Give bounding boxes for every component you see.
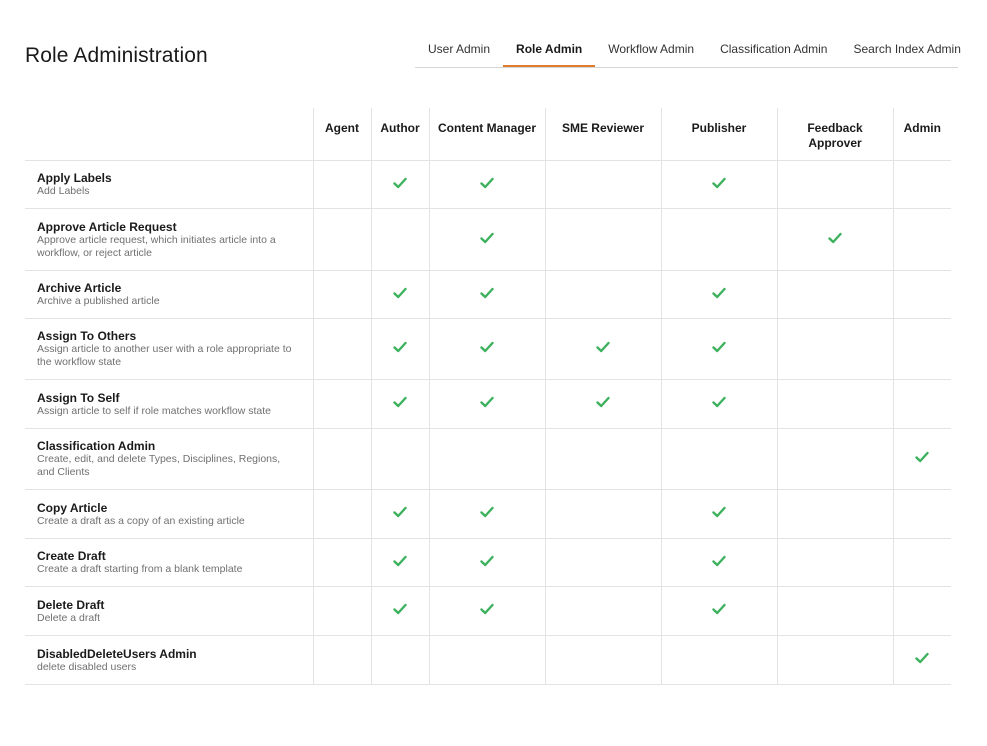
role-cell-agent[interactable] <box>313 539 371 587</box>
checkmark-icon <box>393 287 407 299</box>
role-cell-feedback-approver[interactable] <box>777 587 893 636</box>
role-cell-publisher[interactable] <box>661 319 777 380</box>
role-cell-admin[interactable] <box>893 587 951 636</box>
role-cell-publisher[interactable] <box>661 209 777 271</box>
checkmark-icon <box>915 652 929 664</box>
checkmark-icon <box>712 603 726 615</box>
role-cell-author[interactable] <box>371 209 429 271</box>
tab-workflow-admin[interactable]: Workflow Admin <box>608 42 695 56</box>
checkmark-icon <box>393 603 407 615</box>
permission-description: Delete a draft <box>37 611 101 624</box>
column-header-agent: Agent <box>313 108 371 161</box>
tab-search-index-admin[interactable]: Search Index Admin <box>853 42 961 56</box>
role-cell-content-manager[interactable] <box>429 429 545 490</box>
role-cell-content-manager[interactable] <box>429 319 545 380</box>
tab-classification-admin[interactable]: Classification Admin <box>720 42 828 56</box>
permission-cell <box>25 587 313 636</box>
role-cell-author[interactable] <box>371 429 429 490</box>
role-cell-feedback-approver[interactable] <box>777 380 893 429</box>
checkmark-icon <box>480 177 494 189</box>
checkmark-icon <box>596 396 610 408</box>
checkmark-icon <box>393 506 407 518</box>
header-row <box>25 108 951 161</box>
role-cell-author[interactable] <box>371 161 429 209</box>
checkmark-icon <box>712 287 726 299</box>
role-cell-feedback-approver[interactable] <box>777 539 893 587</box>
role-cell-content-manager[interactable] <box>429 209 545 271</box>
role-cell-feedback-approver[interactable] <box>777 161 893 209</box>
role-cell-agent[interactable] <box>313 271 371 319</box>
permission-name: Approve Article Request <box>37 219 177 234</box>
column-header-feedback-approver: Feedback Approver <box>777 108 893 161</box>
column-header-content-manager: Content Manager <box>429 108 545 161</box>
role-cell-publisher[interactable] <box>661 429 777 490</box>
checkmark-icon <box>480 603 494 615</box>
permission-cell <box>25 271 313 319</box>
permission-description: Approve article request, which initiates article into a workflow, or reject article <box>37 233 276 259</box>
checkmark-icon <box>596 341 610 353</box>
role-cell-agent[interactable] <box>313 380 371 429</box>
permission-name: Assign To Self <box>37 390 120 405</box>
role-cell-content-manager[interactable] <box>429 161 545 209</box>
role-cell-feedback-approver[interactable] <box>777 319 893 380</box>
role-cell-admin[interactable] <box>893 429 951 490</box>
tab-user-admin[interactable]: User Admin <box>428 42 491 56</box>
checkmark-icon <box>480 506 494 518</box>
role-cell-sme-reviewer[interactable] <box>545 271 661 319</box>
checkmark-icon <box>480 555 494 567</box>
checkmark-icon <box>712 555 726 567</box>
checkmark-icon <box>828 232 842 244</box>
role-cell-publisher[interactable] <box>661 490 777 539</box>
role-cell-author[interactable] <box>371 319 429 380</box>
tab-role-admin[interactable]: Role Admin <box>503 36 595 67</box>
table-row <box>25 380 951 429</box>
role-cell-content-manager[interactable] <box>429 539 545 587</box>
permission-cell <box>25 539 313 587</box>
checkmark-icon <box>480 396 494 408</box>
checkmark-icon <box>480 287 494 299</box>
role-cell-agent[interactable] <box>313 490 371 539</box>
role-cell-content-manager[interactable] <box>429 587 545 636</box>
role-permission-grid <box>25 108 951 685</box>
role-cell-content-manager[interactable] <box>429 636 545 685</box>
permission-cell <box>25 209 313 271</box>
page-title: Role Administration <box>25 44 208 67</box>
permission-description: Create, edit, and delete Types, Disciplines, Regions, and Clients <box>37 453 281 478</box>
permission-name: Copy Article <box>37 500 108 515</box>
role-cell-sme-reviewer[interactable] <box>545 587 661 636</box>
role-cell-sme-reviewer[interactable] <box>545 429 661 490</box>
permission-cell <box>25 380 313 429</box>
permission-name: Delete Draft <box>37 597 105 612</box>
role-cell-author[interactable] <box>371 380 429 429</box>
table-row <box>25 429 951 490</box>
table-row <box>25 490 951 539</box>
permission-cell <box>25 161 313 209</box>
checkmark-icon <box>712 341 726 353</box>
role-cell-author[interactable] <box>371 271 429 319</box>
role-cell-admin[interactable] <box>893 209 951 271</box>
admin-tabs <box>415 36 961 68</box>
checkmark-icon <box>915 451 929 463</box>
role-cell-admin[interactable] <box>893 319 951 380</box>
permissions-table <box>25 108 951 685</box>
role-cell-admin[interactable] <box>893 539 951 587</box>
permission-cell <box>25 636 313 685</box>
role-cell-feedback-approver[interactable] <box>777 271 893 319</box>
table-row <box>25 161 951 209</box>
permission-description: Create a draft starting from a blank template <box>37 563 243 575</box>
role-cell-publisher[interactable] <box>661 161 777 209</box>
role-cell-author[interactable] <box>371 539 429 587</box>
role-cell-sme-reviewer[interactable] <box>545 490 661 539</box>
role-cell-publisher[interactable] <box>661 636 777 685</box>
role-cell-sme-reviewer[interactable] <box>545 539 661 587</box>
permission-name: Create Draft <box>37 549 106 563</box>
permission-name: DisabledDeleteUsers Admin <box>37 646 197 661</box>
table-row <box>25 209 951 271</box>
role-cell-sme-reviewer[interactable] <box>545 319 661 380</box>
checkmark-icon <box>480 341 494 353</box>
table-row <box>25 636 951 685</box>
role-cell-author[interactable] <box>371 636 429 685</box>
role-cell-author[interactable] <box>371 587 429 636</box>
table-row <box>25 319 951 380</box>
role-cell-sme-reviewer[interactable] <box>545 209 661 271</box>
role-cell-feedback-approver[interactable] <box>777 636 893 685</box>
role-cell-publisher[interactable] <box>661 587 777 636</box>
checkmark-icon <box>712 506 726 518</box>
role-cell-feedback-approver[interactable] <box>777 490 893 539</box>
permission-name: Archive Article <box>37 281 122 295</box>
permission-description: Assign article to self if role matches workflow state <box>37 404 272 417</box>
permission-name: Apply Labels <box>37 171 112 185</box>
role-cell-content-manager[interactable] <box>429 490 545 539</box>
role-cell-sme-reviewer[interactable] <box>545 380 661 429</box>
role-cell-sme-reviewer[interactable] <box>545 636 661 685</box>
role-cell-agent[interactable] <box>313 209 371 271</box>
role-cell-content-manager[interactable] <box>429 380 545 429</box>
checkmark-icon <box>712 177 726 189</box>
role-cell-admin[interactable] <box>893 636 951 685</box>
table-row <box>25 539 951 587</box>
table-row <box>25 271 951 319</box>
column-header-sme-reviewer: SME Reviewer <box>545 108 661 161</box>
permission-column-header <box>25 108 313 161</box>
column-header-admin: Admin <box>893 108 951 161</box>
column-header-author: Author <box>371 108 429 161</box>
role-cell-publisher[interactable] <box>661 380 777 429</box>
checkmark-icon <box>393 341 407 353</box>
role-cell-author[interactable] <box>371 490 429 539</box>
permission-description: Assign article to another user with a role appropriate to the workflow state <box>37 343 292 368</box>
column-header-publisher: Publisher <box>661 108 777 161</box>
permission-description: Create a draft as a copy of an existing article <box>37 514 245 527</box>
role-cell-agent[interactable] <box>313 319 371 380</box>
role-cell-sme-reviewer[interactable] <box>545 161 661 209</box>
permission-cell <box>25 429 313 490</box>
role-cell-admin[interactable] <box>893 380 951 429</box>
permission-cell <box>25 490 313 539</box>
role-cell-agent[interactable] <box>313 161 371 209</box>
role-cell-agent[interactable] <box>313 429 371 490</box>
permission-description: Archive a published article <box>37 295 160 307</box>
role-cell-feedback-approver[interactable] <box>777 429 893 490</box>
permission-description: Add Labels <box>37 185 90 197</box>
role-cell-publisher[interactable] <box>661 539 777 587</box>
checkmark-icon <box>480 232 494 244</box>
checkmark-icon <box>393 177 407 189</box>
checkmark-icon <box>712 396 726 408</box>
role-cell-content-manager[interactable] <box>429 271 545 319</box>
checkmark-icon <box>393 396 407 408</box>
role-cell-admin[interactable] <box>893 161 951 209</box>
checkmark-icon <box>393 555 407 567</box>
role-cell-publisher[interactable] <box>661 271 777 319</box>
permission-description: delete disabled users <box>37 660 137 673</box>
role-cell-feedback-approver[interactable] <box>777 209 893 271</box>
permission-name: Classification Admin <box>37 439 156 453</box>
role-cell-admin[interactable] <box>893 490 951 539</box>
permission-name: Assign To Others <box>37 329 137 343</box>
role-cell-agent[interactable] <box>313 636 371 685</box>
table-row <box>25 587 951 636</box>
role-cell-admin[interactable] <box>893 271 951 319</box>
role-cell-agent[interactable] <box>313 587 371 636</box>
permission-cell <box>25 319 313 380</box>
